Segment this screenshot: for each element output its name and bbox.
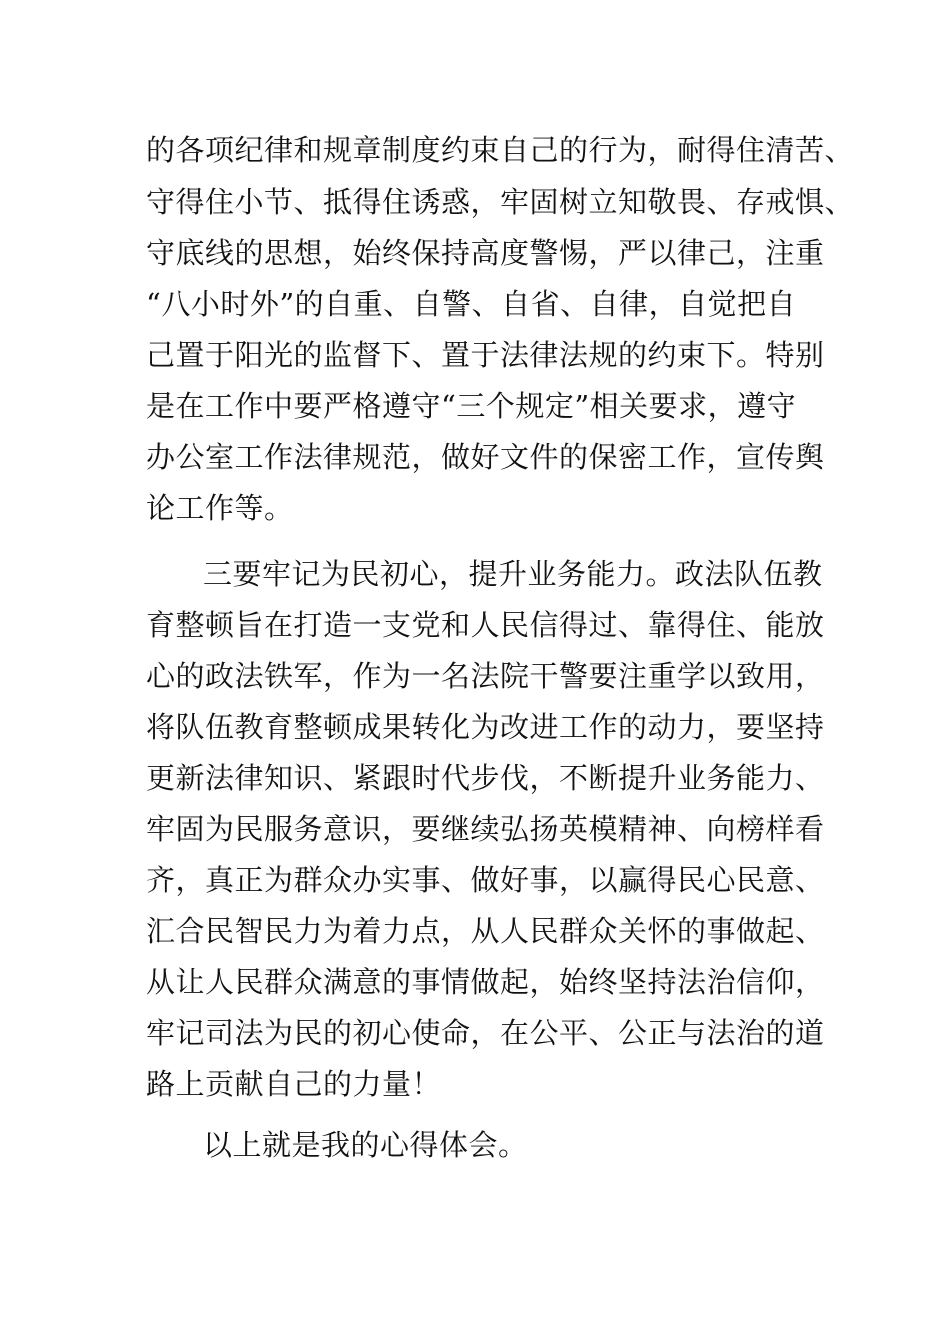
text-line: 己置于阳光的监督下、置于法律法规的约束下。特别: [146, 338, 825, 372]
text-line: 心的政法铁军，作为一名法院干警要注重学以致用，: [146, 659, 825, 693]
text-line: 守底线的思想，始终保持高度警惕，严以律己，注重: [146, 236, 825, 270]
text-line: 育整顿旨在打造一支党和人民信得过、靠得住、能放: [146, 608, 825, 642]
text-line: 齐，真正为群众办实事、做好事，以赢得民心民意、: [146, 863, 825, 897]
text-line: 守得住小节、抵得住诱惑，牢固树立知敬畏、存戒惧、: [146, 185, 855, 219]
text-line: 的各项纪律和规章制度约束自己的行为，耐得住清苦、: [146, 133, 855, 167]
text-line: “八小时外”的自重、自警、自省、自律，自觉把自: [146, 287, 797, 321]
text-line: 将队伍教育整顿成果转化为改进工作的动力，要坚持: [146, 710, 825, 744]
text-line: 三要牢记为民初心，提升业务能力。政法队伍教: [203, 557, 823, 591]
text-line: 牢记司法为民的初心使命，在公平、公正与法治的道: [146, 1016, 825, 1050]
text-line: 牢固为民服务意识，要继续弘扬英模精神、向榜样看: [146, 812, 825, 846]
text-line: 汇合民智民力为着力点，从人民群众关怀的事做起、: [146, 914, 825, 948]
text-line: 更新法律知识、紧跟时代步伐，不断提升业务能力、: [146, 761, 825, 795]
text-line: 论工作等。: [146, 491, 294, 525]
text-line: 路上贡献自己的力量！: [146, 1067, 442, 1101]
text-line: 从让人民群众满意的事情做起，始终坚持法治信仰，: [146, 965, 825, 999]
text-line: 办公室工作法律规范，做好文件的保密工作，宣传舆: [146, 440, 825, 474]
text-line: 以上就是我的心得体会。: [203, 1128, 528, 1162]
text-line: 是在工作中要严格遵守“三个规定”相关要求，遵守: [146, 389, 797, 423]
